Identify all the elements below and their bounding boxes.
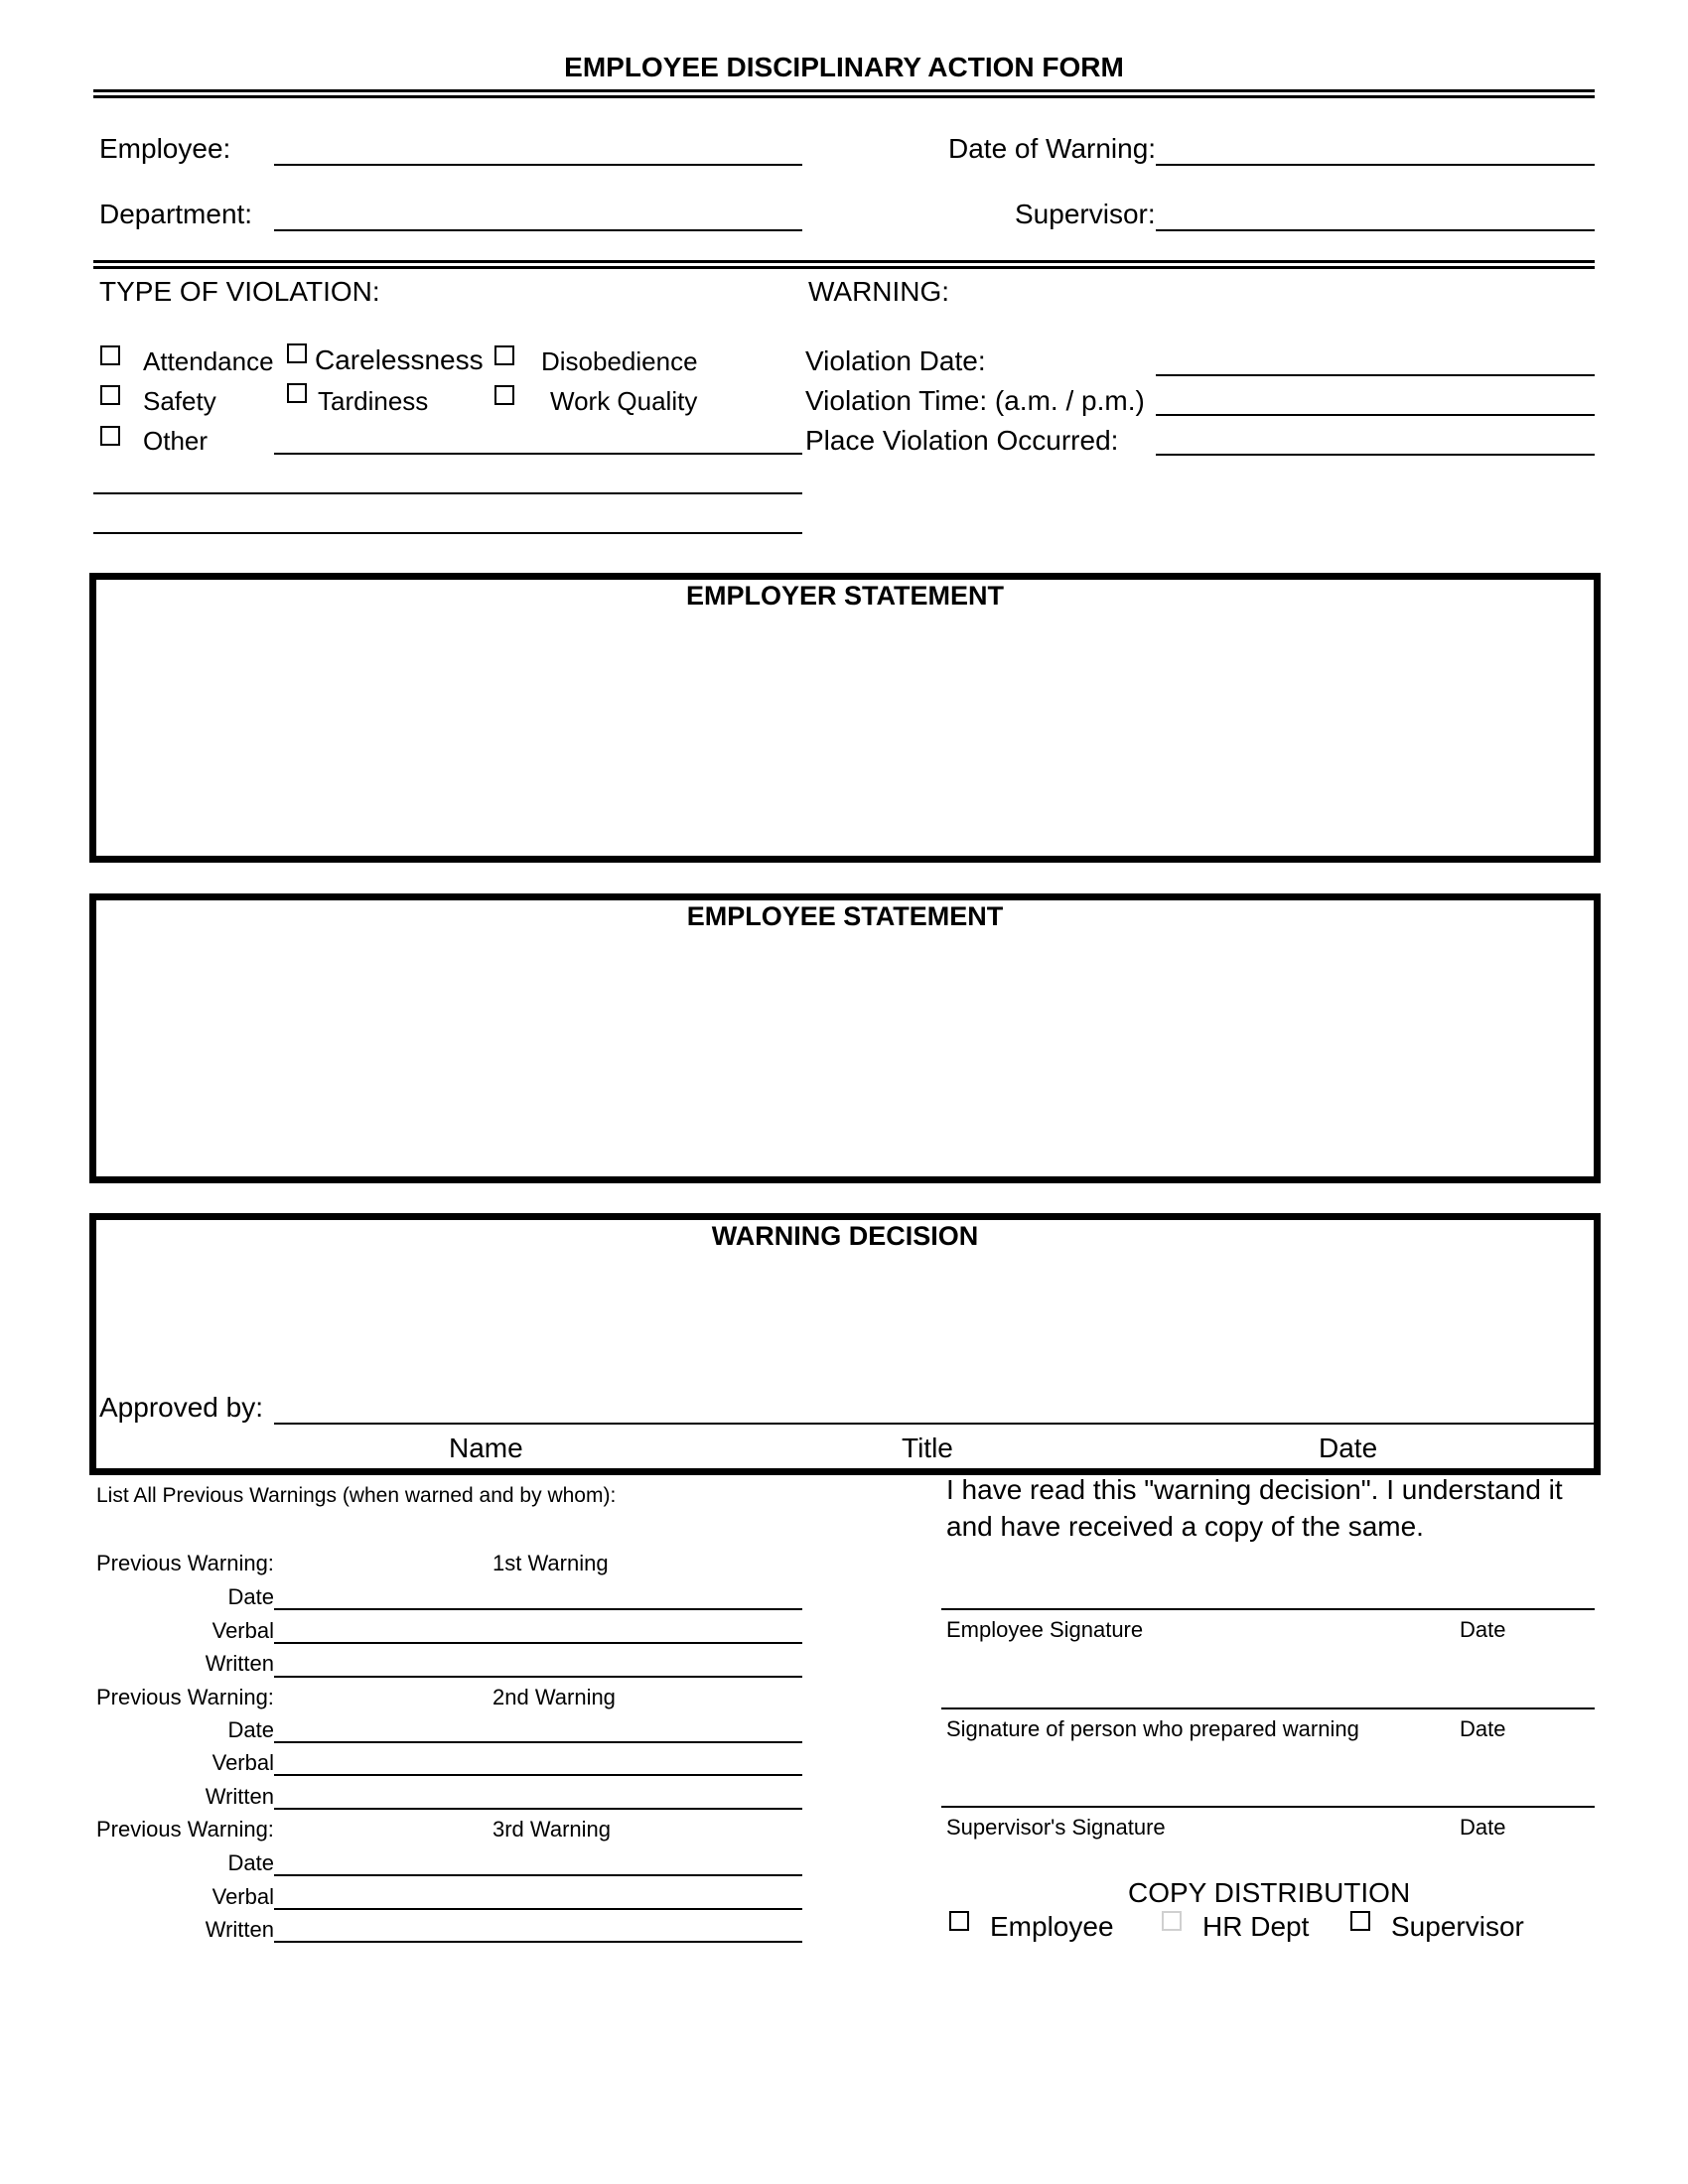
form-title: EMPLOYEE DISCIPLINARY ACTION FORM (564, 52, 1124, 82)
safety-checkbox[interactable] (100, 385, 120, 405)
tardiness-label: Tardiness (318, 386, 429, 416)
acknowledgement-line-1: I have read this "warning decision". I understand it (946, 1474, 1563, 1505)
tardiness-checkbox[interactable] (287, 383, 307, 403)
warning-written-label: Written (205, 1784, 274, 1809)
other-label: Other (143, 426, 209, 456)
work-quality-label: Work Quality (550, 386, 698, 416)
copy-distribution-heading: COPY DISTRIBUTION (1128, 1877, 1411, 1908)
warning-1-written-field[interactable] (274, 1676, 802, 1678)
approved-date-label: Date (1319, 1433, 1378, 1463)
employee-signature-field[interactable] (941, 1608, 1595, 1610)
carelessness-label: Carelessness (315, 344, 484, 375)
employee-label: Employee: (99, 133, 231, 164)
preparer-signature-field[interactable] (941, 1707, 1595, 1709)
warning-3-written-field[interactable] (274, 1941, 802, 1943)
department-label: Department: (99, 199, 253, 229)
warning-2-verbal-field[interactable] (274, 1774, 802, 1776)
preparer-signature-label: Signature of person who prepared warning (946, 1716, 1359, 1741)
previous-warning-label: Previous Warning: (96, 1817, 274, 1842)
disobedience-label: Disobedience (541, 346, 698, 376)
other-field[interactable] (274, 453, 802, 455)
supervisor-signature-field[interactable] (941, 1806, 1595, 1808)
employee-signature-label: Employee Signature (946, 1617, 1144, 1642)
warning-date-label: Date (227, 1850, 274, 1875)
employer-statement-heading: EMPLOYER STATEMENT (685, 581, 1004, 611)
previous-warning-label: Previous Warning: (96, 1685, 274, 1709)
copy-hr-checkbox[interactable] (1162, 1911, 1182, 1931)
warning-date-label: Date (227, 1584, 274, 1609)
violation-heading: TYPE OF VIOLATION: (99, 276, 380, 307)
warning-1-verbal-field[interactable] (274, 1642, 802, 1644)
safety-label: Safety (143, 386, 216, 416)
violation-time-label: Violation Time: (a.m. / p.m.) (805, 385, 1145, 416)
acknowledgement-line-2: and have received a copy of the same. (946, 1511, 1424, 1542)
supervisor-label: Supervisor: (1015, 199, 1156, 229)
warning-heading: WARNING: (808, 276, 950, 307)
preparer-signature-date-label: Date (1460, 1716, 1506, 1741)
disobedience-checkbox[interactable] (494, 345, 514, 365)
other-checkbox[interactable] (100, 426, 120, 446)
violation-time-field[interactable] (1156, 414, 1595, 416)
other-field-line-2[interactable] (93, 492, 802, 494)
other-field-line-3[interactable] (93, 532, 802, 534)
approved-name-label: Name (449, 1433, 523, 1463)
warning-verbal-label: Verbal (211, 1884, 274, 1909)
warning-written-label: Written (205, 1651, 274, 1676)
place-label: Place Violation Occurred: (805, 425, 1119, 456)
section-rule-1 (93, 260, 1595, 263)
previous-warnings-heading: List All Previous Warnings (when warned and by whom): (96, 1484, 617, 1507)
employee-signature-date-label: Date (1460, 1617, 1506, 1642)
approved-title-label: Title (902, 1433, 953, 1463)
supervisor-field[interactable] (1156, 229, 1595, 231)
approved-by-label: Approved by: (99, 1392, 263, 1423)
warning-ordinal: 1st Warning (492, 1551, 609, 1575)
place-field[interactable] (1156, 454, 1595, 456)
carelessness-checkbox[interactable] (287, 343, 307, 363)
warning-date-label: Date (227, 1717, 274, 1742)
warning-written-label: Written (205, 1917, 274, 1942)
department-field[interactable] (274, 229, 802, 231)
violation-date-field[interactable] (1156, 374, 1595, 376)
violation-date-label: Violation Date: (805, 345, 986, 376)
date-of-warning-field[interactable] (1156, 164, 1595, 166)
attendance-checkbox[interactable] (100, 345, 120, 365)
warning-verbal-label: Verbal (211, 1618, 274, 1643)
employee-field[interactable] (274, 164, 802, 166)
title-rule-2 (93, 95, 1595, 98)
warning-3-verbal-field[interactable] (274, 1908, 802, 1910)
supervisor-signature-label: Supervisor's Signature (946, 1815, 1166, 1840)
warning-2-written-field[interactable] (274, 1808, 802, 1810)
work-quality-checkbox[interactable] (494, 385, 514, 405)
warning-decision-heading: WARNING DECISION (711, 1221, 979, 1251)
warning-ordinal: 3rd Warning (492, 1817, 612, 1842)
copy-employee-checkbox[interactable] (949, 1911, 969, 1931)
attendance-label: Attendance (143, 346, 274, 376)
title-rule-1 (93, 89, 1595, 92)
employee-statement-box[interactable] (89, 893, 1601, 1183)
previous-warning-label: Previous Warning: (96, 1551, 274, 1575)
copy-hr-label: HR Dept (1202, 1911, 1310, 1942)
employer-statement-box[interactable] (89, 573, 1601, 863)
date-of-warning-label: Date of Warning: (948, 133, 1157, 164)
warning-3-date-field[interactable] (274, 1874, 802, 1876)
warning-verbal-label: Verbal (211, 1750, 274, 1775)
copy-employee-label: Employee (990, 1911, 1114, 1942)
warning-1-date-field[interactable] (274, 1608, 802, 1610)
section-rule-2 (93, 266, 1595, 269)
supervisor-signature-date-label: Date (1460, 1815, 1506, 1840)
warning-ordinal: 2nd Warning (492, 1685, 616, 1709)
copy-supervisor-checkbox[interactable] (1350, 1911, 1370, 1931)
approved-by-field[interactable] (274, 1423, 1595, 1425)
copy-supervisor-label: Supervisor (1391, 1911, 1524, 1942)
employee-statement-heading: EMPLOYEE STATEMENT (686, 901, 1004, 931)
warning-2-date-field[interactable] (274, 1741, 802, 1743)
